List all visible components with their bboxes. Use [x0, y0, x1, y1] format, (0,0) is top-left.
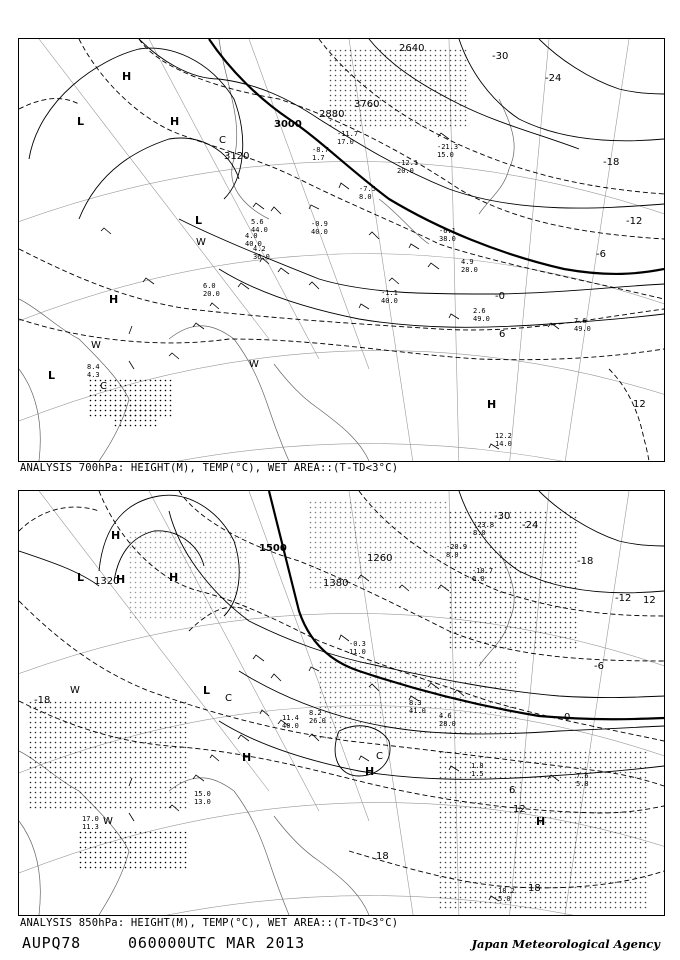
- isotherm-labels: [492, 51, 646, 410]
- low-center: L: [77, 115, 85, 128]
- station-humidity: 44.0: [251, 226, 268, 234]
- isotherm-label: -18: [577, 556, 594, 567]
- station-temp: 18.2: [498, 887, 515, 895]
- isotherm-label: 6: [499, 329, 506, 340]
- station-humidity: 36.0: [253, 253, 270, 261]
- high-center: H: [116, 573, 126, 586]
- warm-center: W: [103, 816, 113, 827]
- high-center: H: [487, 398, 497, 411]
- warm-center: W: [91, 340, 101, 351]
- isotherm-label: -0: [495, 291, 505, 302]
- station-humidity: 28.0: [439, 720, 456, 728]
- wet-areas: [89, 49, 469, 429]
- station-humidity: 1.7: [312, 154, 325, 162]
- high-center: H: [365, 765, 375, 778]
- isotherm-label: -6: [596, 249, 606, 260]
- station-temp: 4.0: [245, 232, 258, 240]
- height-label: 1260: [367, 553, 393, 564]
- station-humidity: 38.0: [439, 235, 456, 243]
- map-700hpa-caption: ANALYSIS 700hPa: HEIGHT(M), TEMP(°C), WET AREA::(T-TD<3°C): [20, 462, 399, 474]
- isotherm-label: -18: [34, 695, 51, 706]
- warm-center: W: [70, 685, 80, 696]
- high-center: H: [122, 70, 132, 83]
- station-humidity: 41.0: [409, 707, 426, 715]
- station-temp: 2.6: [473, 307, 486, 315]
- station-temp: 7.6: [574, 317, 587, 325]
- station-temp: -12.1: [397, 159, 419, 167]
- station-temp: 11.4: [282, 714, 299, 722]
- station-temp: 4.2: [253, 245, 266, 253]
- low-center: L: [48, 369, 56, 382]
- map-850hpa: [18, 490, 665, 916]
- height-label: 2880: [319, 109, 345, 120]
- isotherm-label: -6: [594, 661, 604, 672]
- station-temp: -10.7: [472, 567, 494, 575]
- high-center: H: [170, 115, 180, 128]
- high-center: H: [242, 751, 252, 764]
- height-label: 3760: [354, 99, 380, 110]
- height-label: 1380: [323, 578, 349, 589]
- station-humidity: 49.0: [574, 325, 591, 333]
- station-temp: 4.6: [439, 712, 452, 720]
- station-humidity: 1.5: [471, 770, 484, 778]
- cold-center: C: [225, 693, 232, 704]
- height-label: 1500: [259, 543, 287, 554]
- isotherm-label: 12: [643, 595, 656, 606]
- isotherm-label: -30: [494, 511, 511, 522]
- station-temp: 7.6: [576, 772, 589, 780]
- station-humidity: 40.0: [381, 297, 398, 305]
- isotherm-label: -30: [492, 51, 509, 62]
- station-temp: -8.7: [312, 146, 329, 154]
- map-850hpa-caption: ANALYSIS 850hPa: HEIGHT(M), TEMP(°C), WET AREA::(T-TD<3°C): [20, 917, 399, 929]
- station-humidity: 28.0: [461, 266, 478, 274]
- station-temp: -7.5: [359, 185, 376, 193]
- station-humidity: 40.0: [282, 722, 299, 730]
- station-temp: 8.2: [309, 709, 322, 717]
- station-humidity: 15.0: [437, 151, 454, 159]
- cold-center: C: [100, 381, 107, 392]
- isotherm-label: -18: [603, 157, 620, 168]
- station-temp: 8.4: [87, 363, 100, 371]
- station-temp: -23.8: [473, 521, 495, 529]
- high-center: H: [169, 571, 179, 584]
- warm-center: W: [249, 359, 259, 370]
- station-temp: -20.9: [446, 543, 468, 551]
- map-700hpa-canvas: [19, 39, 664, 461]
- cold-center: C: [376, 751, 383, 762]
- station-temp: -21.3: [437, 143, 459, 151]
- isotherm-label: -12: [626, 216, 643, 227]
- station-humidity: 5.0: [498, 895, 511, 903]
- station-humidity: 20.0: [203, 290, 220, 298]
- isotherm-label: 0: [564, 712, 571, 723]
- station-humidity: 11.0: [349, 648, 366, 656]
- station-humidity: 6.0: [472, 575, 485, 583]
- station-temp: 4.9: [461, 258, 474, 266]
- station-humidity: 11.3: [82, 823, 99, 831]
- warm-center: W: [196, 237, 206, 248]
- high-center: H: [536, 815, 546, 828]
- station-humidity: 40.0: [311, 228, 328, 236]
- height-label: 2640: [399, 43, 425, 54]
- station-temp: 8.3: [409, 699, 422, 707]
- isotherm-label: 12: [513, 804, 526, 815]
- station-temp: 5.6: [251, 218, 264, 226]
- station-humidity: 20.0: [397, 167, 414, 175]
- station-humidity: 8.0: [359, 193, 372, 201]
- station-temp: 15.0: [194, 790, 211, 798]
- station-temp: 17.0: [82, 815, 99, 823]
- isotherm-label: -24: [545, 73, 562, 84]
- station-humidity: 4.3: [87, 371, 100, 379]
- isotherm-label: -12: [615, 593, 632, 604]
- station-temp: 1.8: [471, 762, 484, 770]
- station-humidity: 49.0: [473, 315, 490, 323]
- high-center: H: [111, 529, 121, 542]
- station-humidity: 13.0: [194, 798, 211, 806]
- low-center: L: [77, 571, 85, 584]
- station-temp: -11.7: [337, 130, 359, 138]
- height-label: 3000: [274, 119, 302, 130]
- height-label: 1320: [94, 576, 120, 587]
- isotherm-label: 18: [376, 851, 389, 862]
- station-humidity: 40.0: [245, 240, 262, 248]
- station-humidity: 8.0: [473, 529, 486, 537]
- chart-footer: [20, 934, 662, 956]
- station-temp: 6.0: [203, 282, 216, 290]
- high-center: H: [109, 293, 119, 306]
- agency-name: Japan Meteorological Agency: [471, 937, 660, 951]
- isotherm-label: 18: [528, 883, 541, 894]
- station-humidity: 14.0: [495, 440, 512, 448]
- isotherm-label: 12: [633, 399, 646, 410]
- map-700hpa: [18, 38, 665, 462]
- cold-center: C: [219, 135, 226, 146]
- wet-areas: [29, 501, 649, 911]
- station-temp: -6.1: [439, 227, 456, 235]
- station-temp: -1.1: [381, 289, 398, 297]
- valid-time: 060000UTC MAR 2013: [128, 934, 305, 952]
- isotherm-label: -24: [522, 520, 539, 531]
- station-humidity: 26.0: [309, 717, 326, 725]
- height-label: 3120: [224, 151, 250, 162]
- chart-id: AUPQ78: [22, 934, 81, 952]
- low-center: L: [203, 684, 211, 697]
- station-temp: 12.2: [495, 432, 512, 440]
- station-temp: -0.3: [349, 640, 366, 648]
- low-center: L: [195, 214, 203, 227]
- station-temp: -0.9: [311, 220, 328, 228]
- isotherm-label: 6: [509, 785, 516, 796]
- station-humidity: 8.0: [446, 551, 459, 559]
- station-humidity: 5.8: [576, 780, 589, 788]
- station-humidity: 17.0: [337, 138, 354, 146]
- map-850hpa-canvas: [19, 491, 664, 915]
